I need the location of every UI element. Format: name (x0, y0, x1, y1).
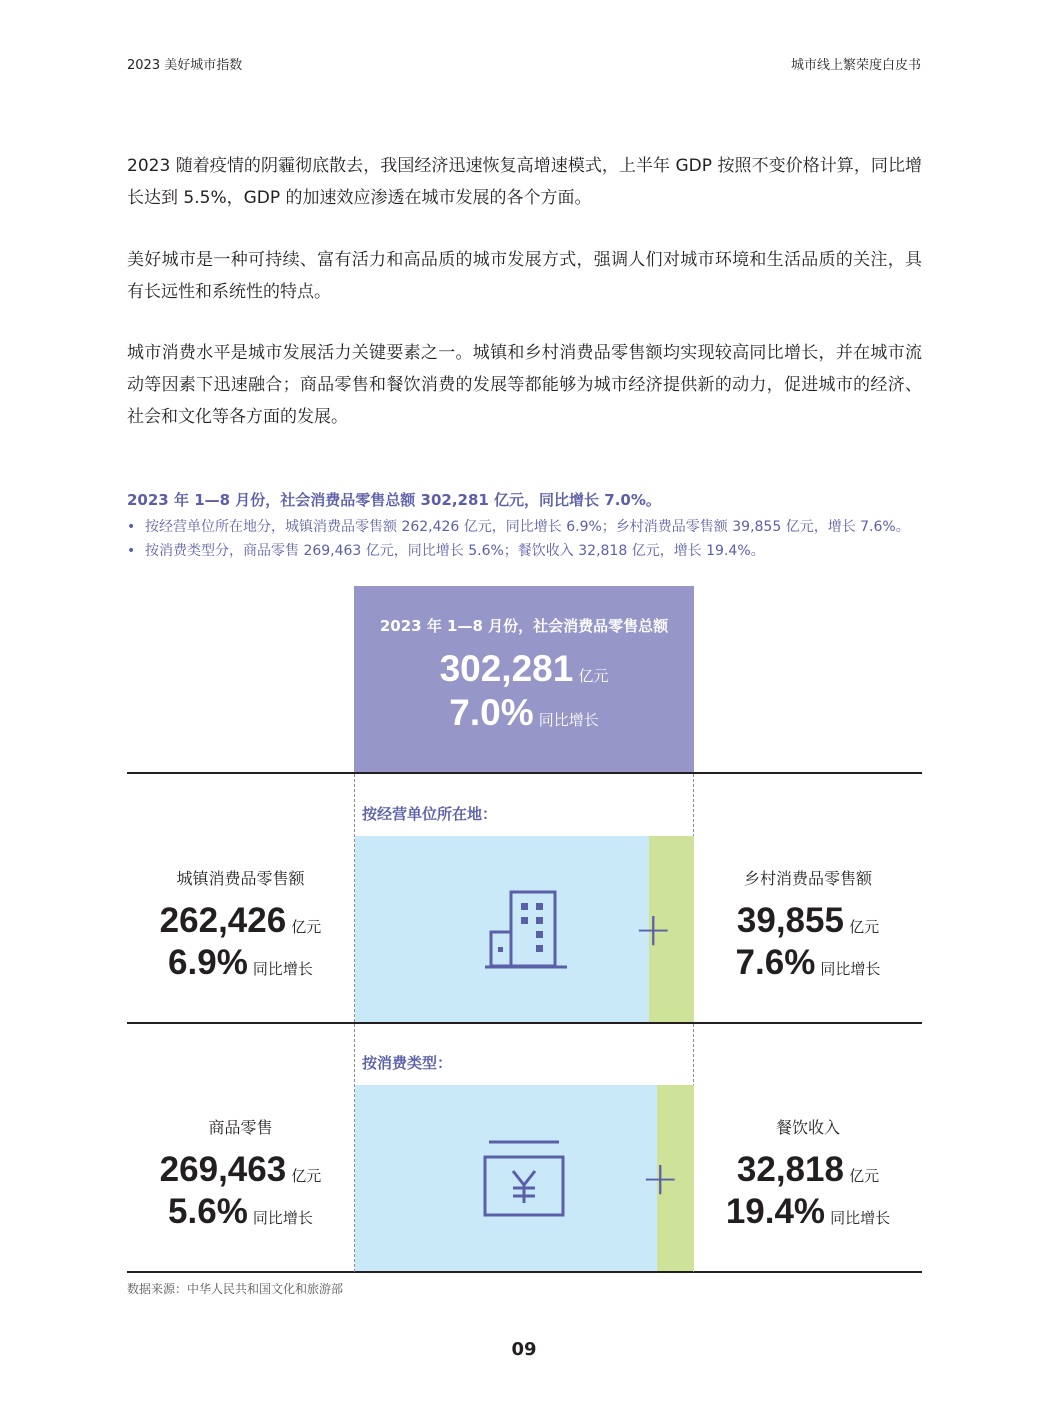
page-number: 09 (511, 1339, 537, 1360)
total-amount: 302,281 (439, 648, 574, 689)
catering-income-label: 餐饮收入 (775, 1118, 840, 1137)
goods-growth-unit: 同比增长 (252, 1209, 313, 1227)
rural-retail-stat (694, 866, 922, 983)
urban-growth-unit: 同比增长 (252, 960, 313, 978)
urban-retail-label: 城镇消费品零售额 (176, 869, 305, 888)
highlight-bullet-location (127, 516, 910, 536)
total-amount-unit: 亿元 (578, 667, 609, 685)
rural-amount: 39,855 (736, 901, 844, 940)
section2-label: 按消费类型： (362, 1054, 453, 1072)
paragraph-good-city: 美好城市是一种可持续、富有活力和高品质的城市发展方式，强调人们对城市环境和生活品质的关注，具有长远性和系统性的特点。 (127, 250, 922, 302)
urban-amount-row (127, 901, 354, 941)
rural-growth: 7.6% (735, 943, 816, 982)
catering-growth: 19.4% (725, 1192, 826, 1231)
paragraph-gdp: 2023 随着疫情的阴霾彻底散去，我国经济迅速恢复高增速模式，上半年 GDP 按照不变价格计算，同比增长达到 5.5%，GDP 的加速效应渗透在城市发展的各个方面。 (127, 156, 922, 208)
section1-bar (355, 836, 694, 1022)
header-right-title: 城市线上繁荣度白皮书 (790, 58, 921, 73)
goods-amount-row (127, 1150, 354, 1190)
divider-middle (127, 1022, 922, 1024)
section1-label: 按经营单位所在地： (362, 805, 498, 823)
goods-growth-row (127, 1192, 354, 1232)
rural-amount-unit: 亿元 (849, 918, 880, 936)
highlight-title: 2023 年 1—8 月份，社会消费品零售总额 302,281 亿元，同比增长 7.0%。 (127, 491, 661, 509)
total-growth: 7.0% (449, 692, 534, 733)
bullet-text: 按消费类型分，商品零售 269,463 亿元，同比增长 5.6%；餐饮收入 32,818 亿元，增长 19.4%。 (145, 543, 765, 559)
total-amount-row (354, 648, 694, 690)
plus-icon: + (641, 1151, 680, 1205)
catering-income-stat (694, 1115, 922, 1232)
plus-icon: + (634, 902, 673, 956)
rural-growth-row (694, 943, 922, 983)
yuan-icon (481, 1139, 567, 1219)
highlight-bullet-type (127, 540, 765, 560)
catering-amount-row (694, 1150, 922, 1190)
goods-retail-stat (127, 1115, 354, 1232)
total-box-title: 2023 年 1—8 月份，社会消费品零售总额 (379, 617, 669, 635)
urban-retail-stat (127, 866, 354, 983)
divider-top (127, 772, 922, 774)
paragraph-consumption: 城市消费水平是城市发展活力关键要素之一。城镇和乡村消费品零售额均实现较高同比增长，并在城市流动等因素下迅速融合；商品零售和餐饮消费的发展等都能够为城市经济提供新的动力，促进城市的经济、社会和文化等各方面的发展。 (127, 343, 922, 427)
header-left-title: 2023 美好城市指数 (127, 58, 243, 73)
goods-retail-label: 商品零售 (208, 1118, 273, 1137)
urban-growth: 6.9% (168, 943, 248, 982)
goods-growth: 5.6% (168, 1192, 248, 1231)
rural-retail-label: 乡村消费品零售额 (743, 869, 872, 888)
catering-growth-row (694, 1192, 922, 1232)
goods-amount-unit: 亿元 (291, 1167, 322, 1185)
urban-amount: 262,426 (159, 901, 287, 940)
catering-amount-unit: 亿元 (849, 1167, 880, 1185)
rural-amount-row (694, 901, 922, 941)
rural-growth-unit: 同比增长 (820, 960, 881, 978)
catering-growth-unit: 同比增长 (830, 1209, 891, 1227)
divider-bottom (127, 1271, 922, 1273)
building-icon (481, 886, 571, 972)
bullet-mark: • (127, 519, 136, 535)
total-sales-box (354, 586, 694, 774)
total-growth-row (354, 692, 694, 734)
goods-amount: 269,463 (159, 1150, 287, 1189)
catering-amount: 32,818 (736, 1150, 844, 1189)
data-source: 数据来源：中华人民共和国文化和旅游部 (127, 1282, 344, 1296)
urban-growth-row (127, 943, 354, 983)
total-growth-unit: 同比增长 (538, 711, 599, 729)
urban-amount-unit: 亿元 (291, 918, 322, 936)
bullet-text: 按经营单位所在地分，城镇消费品零售额 262,426 亿元，同比增长 6.9%；乡村消费品零售额 39,855 亿元，增长 7.6%。 (145, 519, 910, 535)
section2-bar (355, 1085, 694, 1271)
bullet-mark: • (127, 543, 136, 559)
